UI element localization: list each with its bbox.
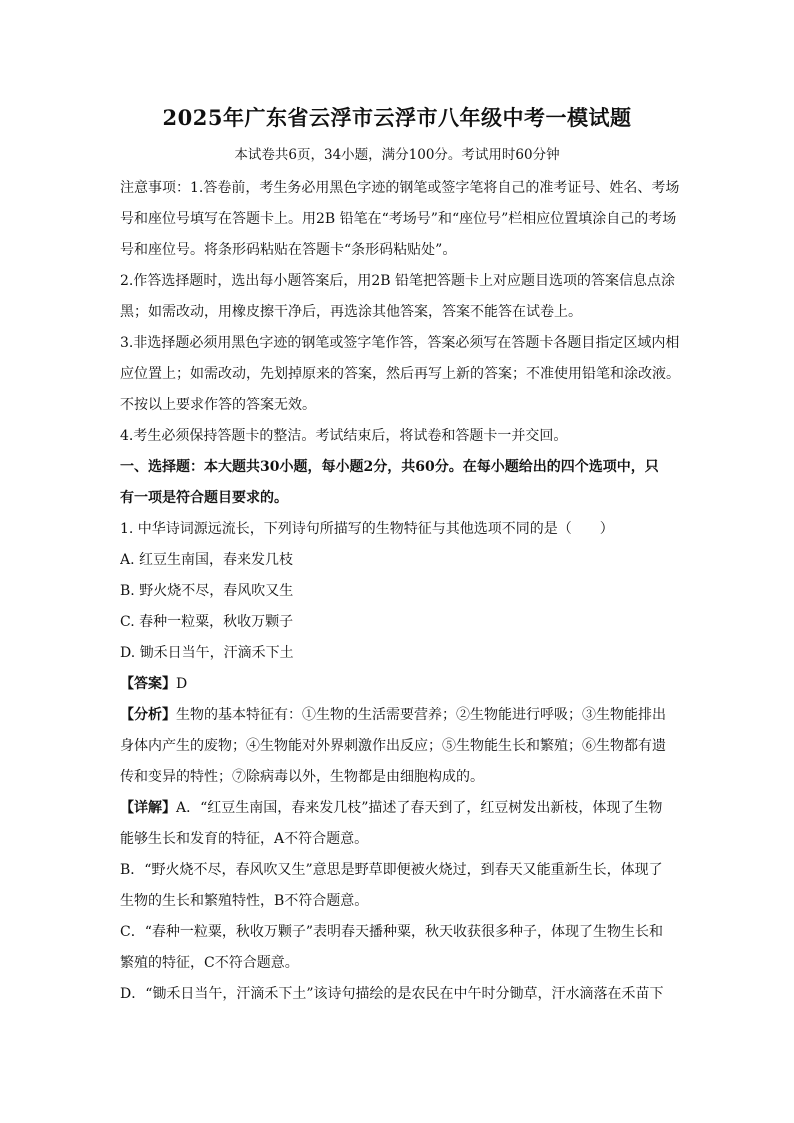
answer-tag: 【答案】 [120,676,176,692]
detail-line: D．“锄禾日当午，汗滴禾下土”该诗句描绘的是农民在中午时分锄草，汗水滴落在禾苗下 [120,986,664,1002]
option-a: A. 红豆生南国，春来发几枝 [120,552,294,568]
analysis-line: 身体内产生的废物；④生物能对外界刺激作出反应；⑤生物能生长和繁殖；⑥生物都有遗 [120,738,666,754]
question-stem: 1. 中华诗词源远流长，下列诗句所描写的生物特征与其他选项不同的是（ ） [120,521,614,537]
answer-value: D [176,676,188,692]
exam-body [120,173,690,1010]
option-c: C. 春种一粒粟，秋收万颗子 [120,614,294,630]
detail-line: 生物的生长和繁殖特性，B不符合题意。 [120,893,369,909]
detail-line: 繁殖的特征，C不符合题意。 [120,955,299,971]
note-line: 4.考生必须保持答题卡的整洁。考试结束后，将试卷和答题卡一并交回。 [120,428,568,444]
analysis-tag: 【分析】 [120,707,176,723]
analysis-text: 生物的基本特征有：①生物的生活需要营养；②生物能进行呼吸；③生物能排出 [176,707,666,723]
page-title: 2025年广东省云浮市云浮市八年级中考一模试题 [162,105,632,130]
note-line: 注意事项：1.答卷前，考生务必用黑色字迹的钢笔或签字笔将自己的准考证号、姓名、考场 [120,180,680,196]
detail-line [120,793,690,824]
detail-text: A．“红豆生南国，春来发几枝”描述了春天到了，红豆树发出新枝，体现了生物 [176,800,663,816]
exam-info: 本试卷共6页，34小题，满分100分。考试用时60分钟 [234,147,560,163]
answer-line [120,669,690,700]
section-heading: 一、选择题：本大题共30小题，每小题2分，共60分。在每小题给出的四个选项中，只 [120,459,659,475]
note-line: 3.非选择题必须用黑色字迹的钢笔或签字笔作答，答案必须写在答题卡各题目指定区域内相 [120,335,680,351]
note-line: 号和座位号。将条形码粘贴在答题卡“条形码粘贴处”。 [120,242,457,258]
note-line: 应位置上；如需改动，先划掉原来的答案，然后再写上新的答案；不准使用铅笔和涂改液。 [120,366,680,382]
analysis-line [120,700,690,731]
analysis-line: 传和变异的特性；⑦除病毒以外，生物都是由细胞构成的。 [120,769,484,785]
section-heading: 有一项是符合题目要求的。 [120,490,288,506]
option-d: D. 锄禾日当午，汗滴禾下土 [120,645,294,661]
note-line: 不按以上要求作答的答案无效。 [120,397,316,413]
detail-tag: 【详解】 [120,800,176,816]
detail-line: C．“春种一粒粟，秋收万颗子”表明春天播种粟，秋天收获很多种子，体现了生物生长和 [120,924,664,940]
note-line: 黑；如需改动，用橡皮擦干净后，再选涂其他答案，答案不能答在试卷上。 [120,304,582,320]
detail-line: B．“野火烧不尽，春风吹又生”意思是野草即便被火烧过，到春天又能重新生长，体现了 [120,862,663,878]
note-line: 2.作答选择题时，选出每小题答案后，用2B 铅笔把答题卡上对应题目选项的答案信息点涂 [120,273,676,289]
option-b: B. 野火烧不尽，春风吹又生 [120,583,294,599]
detail-line: 能够生长和发育的特征，A不符合题意。 [120,831,369,847]
note-line: 号和座位号填写在答题卡上。用2B 铅笔在“考场号”和“座位号”栏相应位置填涂自己的考场 [120,211,677,227]
